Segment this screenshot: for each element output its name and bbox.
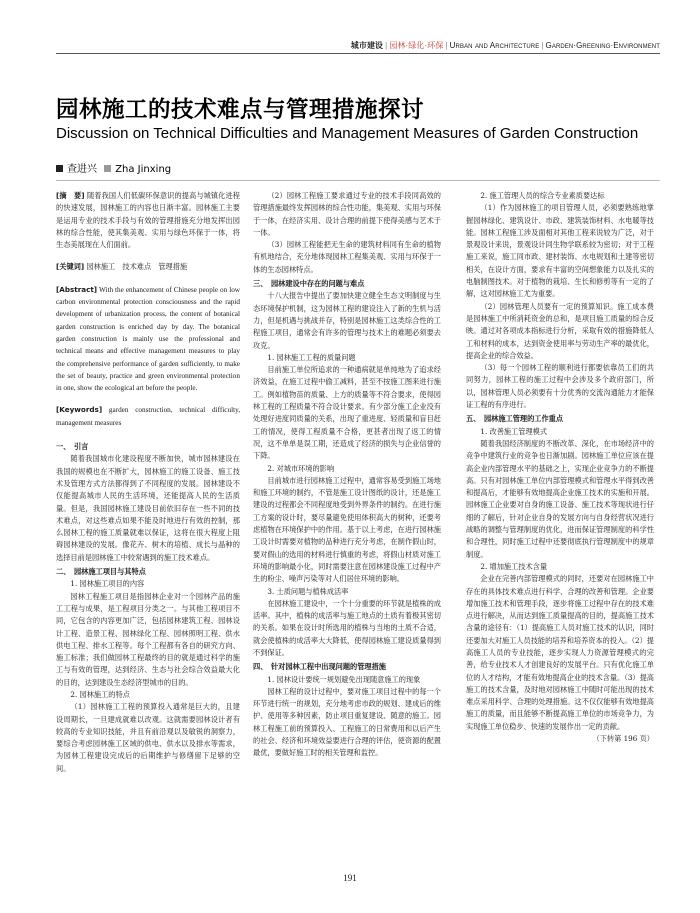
keywords-zh [56, 261, 240, 273]
abstract-en-text: With the enhancement of Chinese people on low carbon environmental protection consciousness and the rapid development of urbanization process, the content of botanical garden construction is enriched day by day. The botanical garden construction is mainly use the professional and technical means and effective management measures to play the comprehensive performance of garden sufficiently, to make the set of beauty, practice and green environmental protection in one, show the ecological art before the people. [56, 285, 240, 393]
header-section-zh: 城市建设 [350, 41, 384, 50]
paragraph: （3）园林工程能把无生命的建筑材料同有生命的植物有机地结合，充分地体现园林工程集美观、实用与环保于一体的生态园林特点。 [253, 240, 441, 274]
keywords-zh-text: 园林施工 技术难点 管理措施 [86, 262, 188, 272]
abstract-zh-text: 随着我国人们低碳环保意识的提高与城镇化进程的快速发展，园林施工的内容也日渐丰富。园林施工主要是运用专业的技术手段与有效的管理措施充分地发挥出园林的综合性能，使其集美观、实用与绿色环保于一体，将生态美展现在人们面前。 [56, 191, 240, 250]
subsection-heading: 1. 园林施工项目的内容 [70, 579, 145, 589]
abstract-en-label: [Abstract] [56, 284, 98, 294]
title-en: Discussion on Technical Difficulties and Management Measures of Garden Construction [56, 125, 639, 142]
keywords-en-text: garden construction, technical difficulty, management measures [56, 406, 240, 427]
author-zh: 查进兴 [67, 164, 97, 175]
paragraph: 十八大报告中提出了要加快建立健全生态文明制度与生态环境保护机制，这为园林工程的建设注入了新的生机与活力，但是机遇与挑战并存，特别是园林施工这类综合性的工程施工项目，通常会有许多的管理与技术上的难题必须要去攻克。 [253, 291, 441, 350]
paragraph: （1）作为园林施工的项目管理人员，必须要熟练地掌握园林绿化、建筑设计、市政、建筑装饰材料、水电暖等技能。园林工程施工涉及面相对其他工程来说较为广泛，对于景观设计来说，景观设计同生物学联系较为密切；对于工程施工来说，施工同市政、建材装饰、水电规划和土建等密切相关，在设计方面，要求有丰富的空间想象能力以及扎实的电脑制图技术。对于植物的栽培、生长和修剪等有一定的了解，这对园林施工尤为重要。 [466, 203, 654, 299]
header-section-en: Urban and Architecture [449, 41, 540, 50]
keywords-en-label: [Keywords] [56, 405, 103, 415]
paragraph: 随着我国城市化建设程度不断加快，城市园林建设在我国的规模也在不断扩大，园林施工的施工设备、施工技术及管理方式方法都得到了不同程度的发展。园林建设不仅能提高城市人民的生活环境，还能提高人民的生活质量。但是，我国园林施工建设目前依旧存在一些不同的技术难点，对这些难点如果不能及时地进行有效的控制，那么园林工程的施工质量就难以保证，这将在很大程度上阻碍园林建设的发展。像花卉、树木的培植、成长与晶种的选择目前是园林施工中较常遇到的施工技术难点。 [56, 454, 240, 562]
square-bullet-icon [104, 165, 111, 172]
paragraph: （2）园林管理人员要有一定的预算知识。施工成本费是园林施工中所消耗资金的总和，是项目施工质量的综合反映。通过对各项成本指标进行分析，采取有效的措施降低人工和材料的成本，达到资金使用率与劳动生产率的最优化，提高企业的综合效益。 [466, 301, 654, 360]
title-zh: 园林施工的技术难点与管理措施探讨 [56, 97, 425, 123]
author-en: Zha Jinxing [115, 164, 172, 175]
keywords-en [56, 404, 240, 429]
paragraph: 在园林施工建设中，一个十分重要的环节就是植株的成活率。其中，植株的成活率与施工地点的土质有着极其密切的关系。如果在设计时所选用的植株与当地的土质不合适，就会使植株的成活率大大降低，使得园林施工建设质量得到不到保证。 [253, 598, 441, 657]
header-separator-2: | [445, 41, 448, 50]
paragraph: 目前城市进行园林施工过程中，通常容易受到施工场地和施工环境的制约，不管是施工设计图纸的设计，还是施工建设的过程都会不同程度地受到外界条件的制约。在进行施工方案的设计时，要尽量避免使用体积高大的树种，还要考虑植物在环境保护中的作用。基于以上考虑，在进行园林施工设计时需要对植物的品种进行充分考虑，在制作假山时，要对假山的选用的材料进行慎重的考虑，将假山材质对施工环境的影响最小化，同时需要注意在园林建设施工过程中产生的粉尘、噪声污染等对人们居住环境的影响。 [253, 475, 441, 584]
paragraph: 企业在完善内部管理模式的同时，还要对在园林施工中存在的具体技术难点进行科学、合理的改善和管理。企业要增加施工技术和管理手段，逐步将施工过程中存在的技术难点进行解决，从而达到施工质量提高的目的，提高施工技术含量的途径有：（1）提高施工人员对施工技术的认识，同时还要加大对施工人员技能的培养和培养资本的投入。（2）提高施工人员的专业技能，逐步实现人力资源管理模式的完善，给专业技术人才创建良好的发展平台。只有优化施工单位的人才结构，才能有效地提高企业的技术含量。（3）提高施工的技术含量，及时地对园林施工中随时可能出现的技术难点采用科学、合理的处理措施。这不仅仅能够有效地提高施工的质量，而且能够不断提高施工单位的市场竞争力，为实现施工单位稳步、快速的发展作出一定的贡献。 [466, 574, 654, 731]
continued-note: （下转第 196 页） [592, 734, 654, 744]
abstract-en [56, 284, 240, 395]
paragraph: 园林工程的设计过程中，要对施工项目过程中的每一个环节进行统一的规划，充分地考虑市政的规划、建成后的维护、使用等多种因素，防止项目重复建设、随意的施工。园林工程施工前的预算投入、工程施工的日常费用和以后产生的社会、经济和环境效益要进行合理的评估，使资源的配置最优，要做好施工时的相关管理和监控。 [253, 686, 441, 758]
author-rule [56, 180, 660, 181]
subsection-heading: 2. 对城市环境的影响 [267, 463, 335, 473]
section-heading: 四、 针对园林工程中出现问题的管理措施 [253, 662, 386, 672]
page-number: 191 [343, 873, 357, 883]
column-3 [466, 190, 654, 745]
subsection-heading: 3. 土质问题与植株成活率 [267, 586, 349, 596]
paragraph: 随着我国经济制度的不断改革、深化，在市场经济中的竞争中建筑行业的竞争也日渐加剧。园林施工单位应该在提高企业内部管理水平的基础之上，实现企业竞争力的不断提高。只有对园林施工单位内部管理模式和管理水平得到改善和提高后，才能够有效地提高企业施工技术的实施和开展。园林施工企业要对自身的施工设备、施工技术等现状进行仔细的了解后，针对企业自身的发展方向与自身经营状况进行战略的调整与管理制度的优化，进而保证管理制度的科学性和合理性，同时施工过程中还要彻底执行管理制度中的规章制度。 [466, 438, 654, 559]
abstract-label: [摘 要] [56, 191, 85, 200]
column-1 [56, 190, 240, 775]
subsection-heading: 2. 施工管理人员的综合专业素质要达标 [480, 191, 605, 200]
header-separator-3: | [541, 41, 544, 50]
subsection-heading: 2. 增加施工技术含量 [480, 561, 548, 571]
section-heading: 一、 引言 [56, 442, 89, 452]
subsection-heading: 1. 改善施工管理模式 [480, 426, 548, 436]
section-heading: 二、 园林施工项目与其特点 [56, 567, 146, 577]
paragraph: （2）园林工程施工要求通过专业的技术手段同高效的管理措施最终发挥园林的综合性功能，集美观、实用与环保于一体，在经济实用、设计合理的前提下使得美感与艺术于一体。 [253, 191, 441, 237]
keywords-label: [关键词] [56, 262, 85, 272]
running-header [351, 40, 660, 51]
subsection-heading: 1. 园林设计要统一规划避免出现随意施工的现象 [267, 674, 421, 684]
header-rule [56, 53, 660, 54]
section-heading: 五、 园林施工管理的工作重点 [466, 414, 564, 424]
paragraph: 园林工程施工项目是指园林企业对一个园林产品的施工工程与成果，是工程项目分类之一。与其他工程项目不同，它包含的内容更加广泛，包括园林建筑工程、园林设计工程、造景工程、园林绿化工程、园林照明工程、供水供电工程、排水工程等。每个工程都有各自的研究方向、施工标准；我们做园林工程最终的目的就是通过科学的施工与有效的管理，达到经济、生态与社会综合效益最大化的目的，达到建设生态经济型城市的目的。 [56, 591, 240, 687]
header-sub-en: Garden·Greening·Environment [545, 41, 660, 50]
subsection-heading: 1. 园林施工工程的质量问题 [267, 352, 356, 362]
subsection-heading: 2. 园林施工的特点 [70, 689, 130, 699]
paragraph: 目前施工单位所追求的一种通病就是单纯地为了追求经济效益，在施工过程中偷工减料，甚至不按施工图来进行施工。例如植物苗的质量、上方的质量等不符合要求，使得园林工程的工程质量不符合设计要求。有少部分施工企业没有处理好进度同质量的关系，出现了重进度、轻质量和盲目赶工的情况，使得工程质量不合格，更甚者出现了返工的情况，这不单单是误工期，还造成了经济的损失与企业信誉的下降。 [253, 365, 441, 461]
paragraph: （1）园林施工工程的预算投入通常是巨大的，且建设周期长，一旦建成就难以改观。这就需要园林设计者有较高的专业知识技能，并且有前沿观以及敏锐的洞察力，要综合考虑园林施工区域的供电、供水以及排水等需求，为园林工程建设完成后的后期维护与修缮留下足够的空间。 [56, 702, 240, 773]
section-heading: 三、 园林建设中存在的问题与难点 [253, 279, 365, 289]
paragraph: （3）每一个园林工程的顺利进行都要依靠员工们的共同努力，园林工程的施工过程中会涉及多个政府部门，所以，园林管理人员必须要有十分优秀的交流沟通能力才能保证工程的有序进行。 [466, 363, 654, 410]
author-line [56, 160, 171, 175]
header-separator: | [385, 41, 388, 50]
square-bullet-icon [56, 165, 63, 172]
column-2 [253, 190, 441, 760]
abstract-zh [56, 190, 240, 251]
header-sub-zh: 园林·绿化·环保 [389, 41, 444, 50]
